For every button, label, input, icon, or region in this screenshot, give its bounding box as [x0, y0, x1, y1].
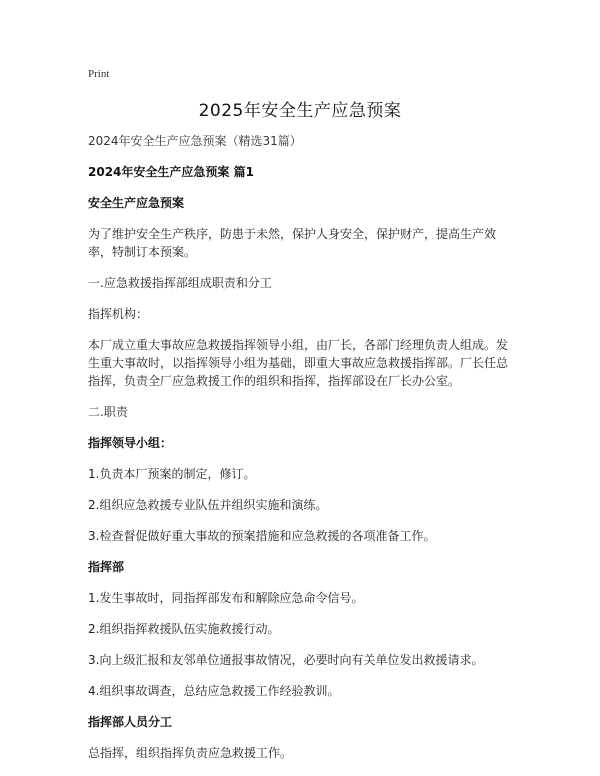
- part-one-heading: 一.应急救援指挥部组成职责和分工: [88, 276, 272, 290]
- part-two-heading: 二.职责: [88, 405, 128, 419]
- document-subtitle: 2024年安全生产应急预案（精选31篇）: [88, 134, 302, 148]
- list-item: 1.发生事故时，同指挥部发布和解除应急命令信号。: [88, 591, 364, 605]
- command-org-paragraph: 本厂成立重大事故应急救援指挥领导小组，由厂长，各部门经理负责人组成。发生重大事故时，以指挥领导小组为基础，即重大事故应急救援指挥部。厂长任总指挥，负责全厂应急救援工作的组织和指挥，指挥部设在厂长办公室。: [88, 338, 509, 388]
- document-title: 2025年安全生产应急预案: [198, 101, 402, 121]
- list-item: 2.组织应急救援专业队伍并组织实施和演练。: [88, 498, 328, 512]
- list-item: 2.组织指挥救援队伍实施救援行动。: [88, 622, 280, 636]
- list-item: 3.向上级汇报和友邻单位通报事故情况，必要时向有关单位发出救援请求。: [88, 653, 484, 667]
- print-link[interactable]: Print: [88, 68, 110, 80]
- plan-heading: 安全生产应急预案: [88, 196, 185, 210]
- command-heading: 指挥部: [88, 560, 125, 574]
- staff-division-heading: 指挥部人员分工: [88, 715, 173, 729]
- list-item: 总指挥，组织指挥负责应急救援工作。: [88, 746, 293, 760]
- command-org-label: 指挥机构：: [88, 307, 149, 321]
- leadership-group-heading: 指挥领导小组：: [88, 436, 173, 450]
- list-item: 1.负责本厂预案的制定，修订。: [88, 467, 256, 481]
- list-item: 3.检查督促做好重大事故的预案措施和应急救援的各项准备工作。: [88, 529, 436, 543]
- section-heading: 2024年安全生产应急预案 篇1: [88, 165, 254, 179]
- list-item: 4.组织事故调查，总结应急救援工作经验教训。: [88, 684, 340, 698]
- document-body: [88, 132, 518, 775]
- intro-paragraph: 为了维护安全生产秩序，防患于未然，保护人身安全，保护财产，提高生产效率，特制订本预案。: [88, 227, 497, 259]
